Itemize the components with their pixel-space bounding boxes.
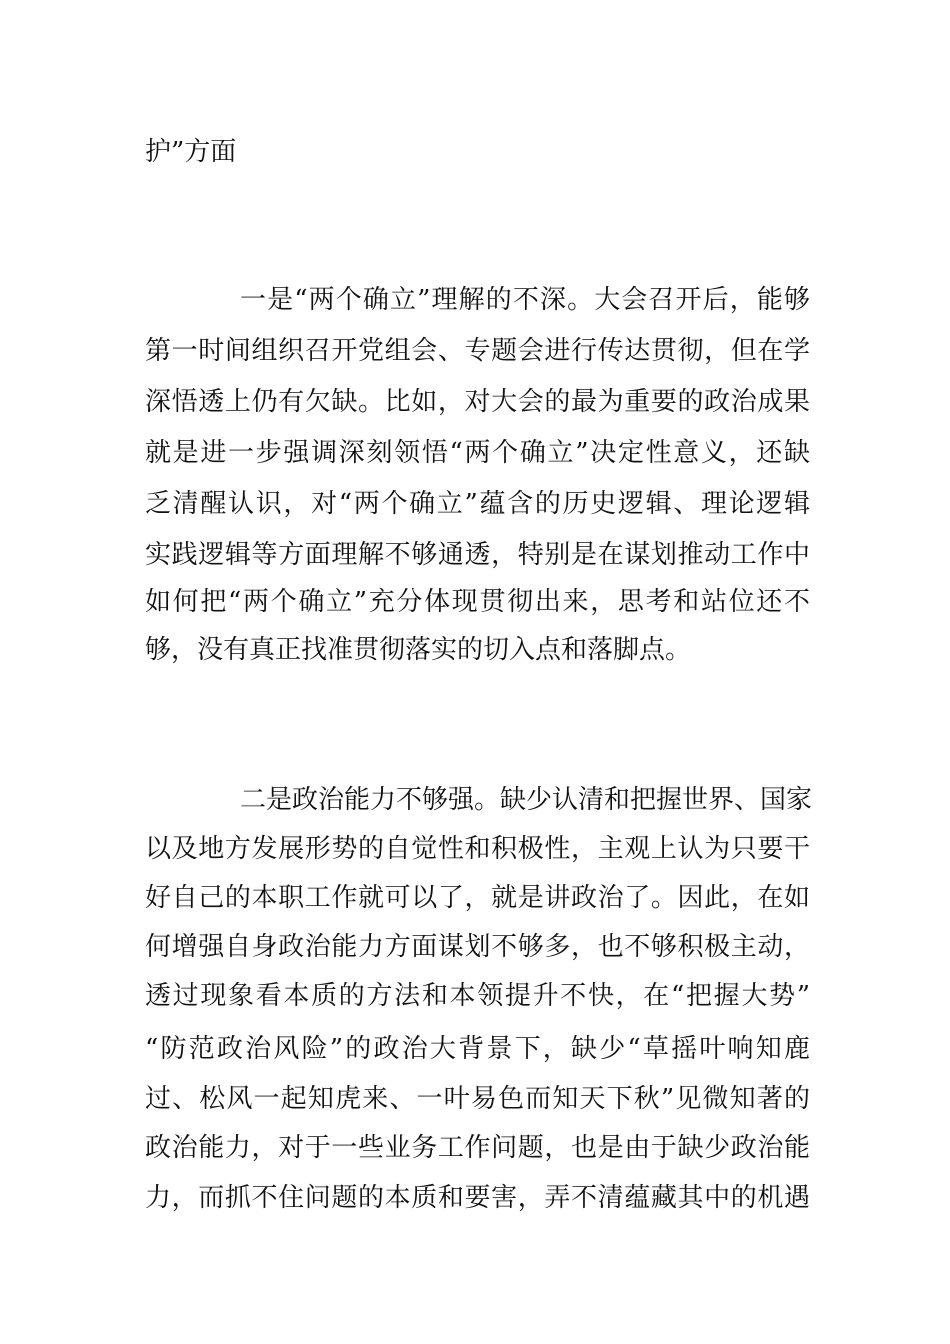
- paragraph-2-line-6: “防范政治风险”的政治大背景下，缺少“草摇叶响知鹿: [145, 1034, 810, 1064]
- paragraph-1-line-1: 一是“两个确立”理解的不深。大会召开后，能够: [240, 285, 810, 315]
- paragraph-2-line-7: 过、松风一起知虎来、一叶易色而知天下秋”见微知著的: [145, 1084, 810, 1114]
- paragraph-2-line-8: 政治能力，对于一些业务工作问题，也是由于缺少政治能: [145, 1133, 810, 1163]
- paragraph-1-line-2: 第一时间组织召开党组会、专题会进行传达贯彻，但在学: [145, 336, 810, 366]
- paragraph-2-line-2: 以及地方发展形势的自觉性和积极性，主观上认为只要干: [145, 834, 810, 864]
- paragraph-2-line-4: 何增强自身政治能力方面谋划不够多，也不够积极主动，: [145, 932, 810, 962]
- paragraph-1-line-4: 就是进一步强调深刻领悟“两个确立”决定性意义，还缺: [145, 438, 810, 468]
- paragraph-1-line-8: 够，没有真正找准贯彻落实的切入点和落脚点。: [145, 635, 692, 665]
- heading-tail: 护”方面: [145, 137, 237, 167]
- paragraph-2-line-5: 透过现象看本质的方法和本领提升不快，在“把握大势”: [145, 981, 810, 1011]
- paragraph-1-line-7: 如何把“两个确立”充分体现贯彻出来，思考和站位还不: [145, 587, 810, 617]
- paragraph-2-line-1: 二是政治能力不够强。缺少认清和把握世界、国家: [240, 785, 813, 815]
- paragraph-2-line-9: 力，而抓不住问题的本质和要害，弄不清蕴藏其中的机遇: [145, 1183, 810, 1213]
- paragraph-2-line-3: 好自己的本职工作就可以了，就是讲政治了。因此，在如: [145, 883, 810, 913]
- paragraph-1-line-3: 深悟透上仍有欠缺。比如，对大会的最为重要的政治成果: [145, 387, 810, 417]
- paragraph-1-line-5: 乏清醒认识，对“两个确立”蕴含的历史逻辑、理论逻辑: [145, 489, 810, 519]
- paragraph-1-line-6: 实践逻辑等方面理解不够通透，特别是在谋划推动工作中: [145, 540, 810, 570]
